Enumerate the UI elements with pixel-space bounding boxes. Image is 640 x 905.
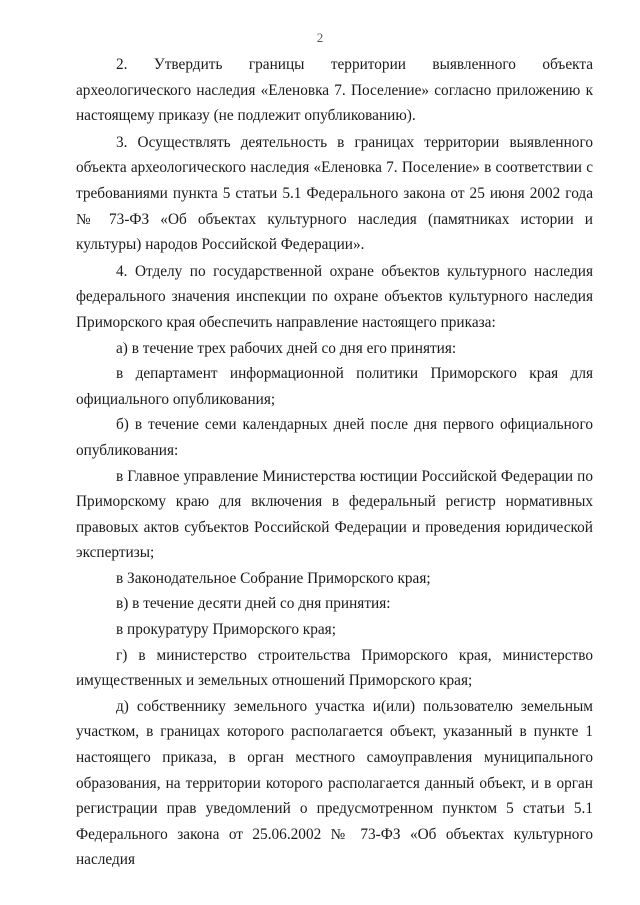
paragraph-item-4: 4. Отделу по государственной охране объектов культурного наследия федерального значения инспекции по охране объектов культурного наследия Приморского края обеспечить направление настоящего приказа: (76, 262, 593, 331)
subparagraph-d: д) собственнику земельного участка и(или) пользователю земельным участком, в границах которого располагается объект, указанный в пункте 1 настоящего приказа, в орган местного самоуправления муниципального образования, на территории которого располагается данный объект, и в орган регистрации прав уведомлений о предусмотренном пунктом 5 статьи 5.1 Федерального закона от 25.06.2002 № 73-ФЗ «Об объектах культурного наследия (76, 697, 593, 869)
subparagraph-v: в) в течение десяти дней со дня принятия: (116, 595, 391, 613)
page-number: 2 (316, 30, 324, 45)
document-body (76, 52, 593, 873)
subparagraph-b: б) в течение семи календарных дней после дня первого официального опубликования: (76, 416, 593, 459)
paragraph-item-2: 2. Утвердить границы территории выявленного объекта археологического наследия «Еленовка 7. Поселение» согласно приложению к настоящему приказу (не подлежит опубликованию). (76, 56, 593, 125)
subparagraph-a: а) в течение трех рабочих дней со дня его принятия: (116, 339, 457, 357)
recipient-legislative-assembly: в Законодательное Собрание Приморского края; (116, 569, 431, 587)
paragraph-item-3: 3. Осуществлять деятельность в границах территории выявленного объекта археологического наследия «Еленовка 7. Поселение» в соответствии с требованиями пункта 5 статьи 5.1 Федерального закона от 25 июня 2002 года № 73-ФЗ «Об объектах культурного наследия (памятниках истории и культуры) народов Российской Федерации». (76, 133, 593, 254)
recipient-prosecutor: в прокуратуру Приморского края; (116, 621, 336, 639)
recipient-press-department: в департамент информационной политики Приморского края для официального опубликования; (76, 365, 593, 408)
subparagraph-g: г) в министерство строительства Приморского края, министерство имущественных и земельных отношений Приморского края; (76, 646, 593, 690)
recipient-ministry-of-justice: в Главное управление Министерства юстиции Российской Федерации по Приморскому краю для включения в федеральный регистр нормативных правовых актов субъектов Российской Федерации и проведения юридической экспертизы; (76, 467, 593, 562)
